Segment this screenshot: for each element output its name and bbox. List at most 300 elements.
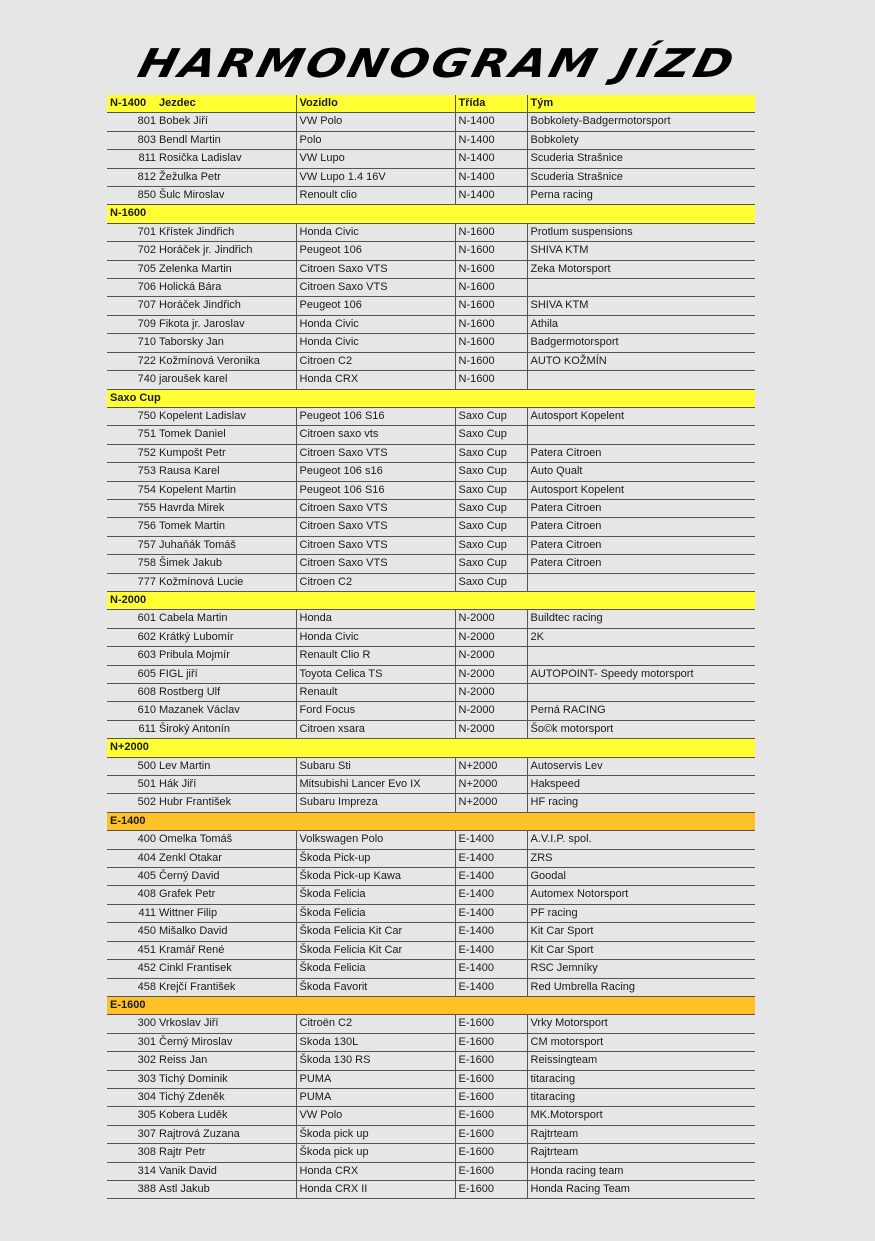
class-name: Saxo Cup — [455, 426, 527, 444]
class-name: Saxo Cup — [455, 518, 527, 536]
table-row — [107, 223, 755, 241]
start-number: 757 — [107, 536, 156, 554]
driver-name: Široký Antonín — [156, 720, 296, 738]
driver-name: Bendl Martin — [156, 131, 296, 149]
table-row — [107, 831, 755, 849]
table-row — [107, 334, 755, 352]
category-row — [107, 812, 755, 830]
team-name: Perna racing — [527, 187, 755, 205]
driver-name: Křístek Jindřich — [156, 223, 296, 241]
car-name: Honda Civic — [296, 334, 455, 352]
table-row — [107, 315, 755, 333]
team-name: Goodal — [527, 868, 755, 886]
team-name — [527, 647, 755, 665]
driver-name: Holická Bára — [156, 279, 296, 297]
team-name: Šo©k motorsport — [527, 720, 755, 738]
class-name: N-1400 — [455, 168, 527, 186]
start-number: 811 — [107, 150, 156, 168]
team-name: Patera Citroen — [527, 518, 755, 536]
header-car: Vozidlo — [296, 95, 455, 113]
team-name: AUTOPOINT- Speedy motorsport — [527, 665, 755, 683]
car-name: Škoda Pick-up — [296, 849, 455, 867]
category-label: N+2000 — [107, 739, 755, 757]
start-number: 450 — [107, 923, 156, 941]
table-row — [107, 481, 755, 499]
class-name: N-1600 — [455, 279, 527, 297]
car-name: Peugeot 106 — [296, 242, 455, 260]
start-number: 304 — [107, 1088, 156, 1106]
car-name: Honda Civic — [296, 223, 455, 241]
start-number: 750 — [107, 407, 156, 425]
table-row — [107, 131, 755, 149]
team-name: PF racing — [527, 904, 755, 922]
car-name: Citroen Saxo VTS — [296, 499, 455, 517]
driver-name: Tomek Daniel — [156, 426, 296, 444]
table-row — [107, 886, 755, 904]
start-number: 752 — [107, 444, 156, 462]
start-number: 602 — [107, 628, 156, 646]
table-row — [107, 168, 755, 186]
class-name: N+2000 — [455, 776, 527, 794]
team-name: Vrky Motorsport — [527, 1015, 755, 1033]
class-name: Saxo Cup — [455, 573, 527, 591]
driver-name: Tichý Dominik — [156, 1070, 296, 1088]
team-name: HF racing — [527, 794, 755, 812]
team-name: A.V.I.P. spol. — [527, 831, 755, 849]
class-name: Saxo Cup — [455, 463, 527, 481]
start-number: 777 — [107, 573, 156, 591]
table-row — [107, 1107, 755, 1125]
table-row — [107, 941, 755, 959]
driver-name: Horáček Jindřich — [156, 297, 296, 315]
driver-name: Šimek Jakub — [156, 555, 296, 573]
class-name: N-2000 — [455, 665, 527, 683]
table-row — [107, 628, 755, 646]
driver-name: Omelka Tomáš — [156, 831, 296, 849]
category-row — [107, 739, 755, 757]
driver-name: Rostberg Ulf — [156, 684, 296, 702]
driver-name: Kožmínová Veronika — [156, 352, 296, 370]
team-name: titaracing — [527, 1088, 755, 1106]
driver-name: Hubr František — [156, 794, 296, 812]
table-row — [107, 757, 755, 775]
car-name: Honda CRX — [296, 371, 455, 389]
car-name: Honda — [296, 610, 455, 628]
driver-name: Kožmínová Lucie — [156, 573, 296, 591]
team-name: Bobkolety-Badgermotorsport — [527, 113, 755, 131]
driver-name: Šulc Miroslav — [156, 187, 296, 205]
start-number: 502 — [107, 794, 156, 812]
start-number: 610 — [107, 702, 156, 720]
car-name: Peugeot 106 — [296, 297, 455, 315]
car-name: Škoda Felicia Kit Car — [296, 941, 455, 959]
table-row — [107, 518, 755, 536]
team-name: Kit Car Sport — [527, 923, 755, 941]
start-number: 603 — [107, 647, 156, 665]
car-name: VW Lupo 1.4 16V — [296, 168, 455, 186]
class-name: N-1400 — [455, 131, 527, 149]
team-name: Rajtrteam — [527, 1144, 755, 1162]
driver-name: Tichý Zdeněk — [156, 1088, 296, 1106]
class-name: N-1400 — [455, 150, 527, 168]
driver-name: Kramář René — [156, 941, 296, 959]
class-name: N+2000 — [455, 794, 527, 812]
class-name: Saxo Cup — [455, 444, 527, 462]
driver-name: Kopelent Ladislav — [156, 407, 296, 425]
team-name: Patera Citroen — [527, 499, 755, 517]
car-name: Citroen Saxo VTS — [296, 555, 455, 573]
table-row — [107, 978, 755, 996]
class-name: N+2000 — [455, 757, 527, 775]
start-number: 303 — [107, 1070, 156, 1088]
driver-name: Taborsky Jan — [156, 334, 296, 352]
class-name: N-1600 — [455, 334, 527, 352]
car-name: VW Polo — [296, 1107, 455, 1125]
start-number: 308 — [107, 1144, 156, 1162]
class-name: N-1400 — [455, 113, 527, 131]
category-row — [107, 591, 755, 609]
class-name: N-1400 — [455, 187, 527, 205]
class-name: N-2000 — [455, 702, 527, 720]
table-row — [107, 407, 755, 425]
table-row — [107, 187, 755, 205]
car-name: Skoda 130L — [296, 1033, 455, 1051]
header-driver: Jezdec — [156, 95, 296, 113]
car-name: Citroen Saxo VTS — [296, 260, 455, 278]
category-row — [107, 389, 755, 407]
class-name: E-1400 — [455, 849, 527, 867]
table-row — [107, 536, 755, 554]
team-name — [527, 426, 755, 444]
team-name: SHIVA KTM — [527, 297, 755, 315]
car-name: Citroen xsara — [296, 720, 455, 738]
team-name: SHIVA KTM — [527, 242, 755, 260]
team-name — [527, 371, 755, 389]
team-name — [527, 684, 755, 702]
driver-name: Mišalko David — [156, 923, 296, 941]
car-name: Honda CRX II — [296, 1180, 455, 1198]
driver-name: Tomek Martin — [156, 518, 296, 536]
car-name: Honda Civic — [296, 315, 455, 333]
table-row — [107, 426, 755, 444]
car-name: Citroen C2 — [296, 352, 455, 370]
car-name: Toyota Celica TS — [296, 665, 455, 683]
driver-name: Astl Jakub — [156, 1180, 296, 1198]
car-name: Mitsubishi Lancer Evo IX — [296, 776, 455, 794]
car-name: VW Polo — [296, 113, 455, 131]
class-name: E-1600 — [455, 1162, 527, 1180]
page-title: HARMONOGRAM JÍZD — [133, 39, 742, 87]
table-row — [107, 610, 755, 628]
table-row — [107, 1162, 755, 1180]
class-name: Saxo Cup — [455, 499, 527, 517]
table-row — [107, 794, 755, 812]
start-number: 705 — [107, 260, 156, 278]
team-name: Patera Citroen — [527, 555, 755, 573]
start-number: 706 — [107, 279, 156, 297]
table-row — [107, 352, 755, 370]
team-name: Bobkolety — [527, 131, 755, 149]
table-row — [107, 665, 755, 683]
class-name: E-1600 — [455, 1033, 527, 1051]
driver-name: Vrkoslav Jiří — [156, 1015, 296, 1033]
team-name: ZRS — [527, 849, 755, 867]
start-number: 707 — [107, 297, 156, 315]
driver-name: Pribula Mojmír — [156, 647, 296, 665]
table-row — [107, 555, 755, 573]
start-number: 702 — [107, 242, 156, 260]
car-name: VW Lupo — [296, 150, 455, 168]
start-number: 850 — [107, 187, 156, 205]
header-row — [107, 95, 755, 113]
driver-name: Černý Miroslav — [156, 1033, 296, 1051]
table-row — [107, 1070, 755, 1088]
car-name: Citroen Saxo VTS — [296, 518, 455, 536]
driver-name: FIGL jiří — [156, 665, 296, 683]
car-name: Peugeot 106 S16 — [296, 481, 455, 499]
table-row — [107, 279, 755, 297]
car-name: PUMA — [296, 1088, 455, 1106]
table-row — [107, 702, 755, 720]
table-row — [107, 463, 755, 481]
team-name: Auto Qualt — [527, 463, 755, 481]
car-name: Citroen Saxo VTS — [296, 536, 455, 554]
start-number: 753 — [107, 463, 156, 481]
car-name: Škoda Favorit — [296, 978, 455, 996]
start-number: 307 — [107, 1125, 156, 1143]
class-name: N-1600 — [455, 352, 527, 370]
team-name: 2K — [527, 628, 755, 646]
table-row — [107, 260, 755, 278]
start-number: 605 — [107, 665, 156, 683]
driver-name: Cabela Martin — [156, 610, 296, 628]
start-number: 404 — [107, 849, 156, 867]
category-label: N-1600 — [107, 205, 755, 223]
class-name: E-1600 — [455, 1015, 527, 1033]
car-name: Renault — [296, 684, 455, 702]
start-number: 812 — [107, 168, 156, 186]
driver-name: Kopelent Martin — [156, 481, 296, 499]
car-name: Subaru Sti — [296, 757, 455, 775]
table-row — [107, 684, 755, 702]
start-number: 611 — [107, 720, 156, 738]
driver-name: Žežulka Petr — [156, 168, 296, 186]
table-row — [107, 1180, 755, 1198]
table-row — [107, 242, 755, 260]
driver-name: Fikota jr. Jaroslav — [156, 315, 296, 333]
class-name: Saxo Cup — [455, 407, 527, 425]
table-row — [107, 371, 755, 389]
car-name: Ford Focus — [296, 702, 455, 720]
car-name: Polo — [296, 131, 455, 149]
team-name: Autosport Kopelent — [527, 481, 755, 499]
class-name: Saxo Cup — [455, 481, 527, 499]
category-label: N-2000 — [107, 591, 755, 609]
category-row — [107, 205, 755, 223]
table-row — [107, 776, 755, 794]
team-name: MK.Motorsport — [527, 1107, 755, 1125]
team-name: Protlum suspensions — [527, 223, 755, 241]
start-number: 300 — [107, 1015, 156, 1033]
team-name: Honda racing team — [527, 1162, 755, 1180]
class-name: Saxo Cup — [455, 555, 527, 573]
team-name: Scuderia Strašnice — [527, 150, 755, 168]
team-name: Autoservis Lev — [527, 757, 755, 775]
driver-name: Horáček jr. Jindřich — [156, 242, 296, 260]
class-name: N-2000 — [455, 720, 527, 738]
driver-name: Krátký Lubomír — [156, 628, 296, 646]
table-row — [107, 113, 755, 131]
driver-name: Kumpošt Petr — [156, 444, 296, 462]
start-number: 754 — [107, 481, 156, 499]
start-number: 452 — [107, 960, 156, 978]
team-name: AUTO KOŽMÍN — [527, 352, 755, 370]
team-name: Scuderia Strašnice — [527, 168, 755, 186]
start-number: 601 — [107, 610, 156, 628]
start-number: 501 — [107, 776, 156, 794]
table-row — [107, 499, 755, 517]
table-row — [107, 1144, 755, 1162]
class-name: N-2000 — [455, 684, 527, 702]
schedule-body — [107, 95, 755, 1199]
start-number: 709 — [107, 315, 156, 333]
class-name: N-1600 — [455, 315, 527, 333]
class-name: N-2000 — [455, 647, 527, 665]
table-row — [107, 647, 755, 665]
driver-name: Wittner Filip — [156, 904, 296, 922]
car-name: Škoda Pick-up Kawa — [296, 868, 455, 886]
start-number: 803 — [107, 131, 156, 149]
class-name: E-1600 — [455, 1144, 527, 1162]
start-number: 451 — [107, 941, 156, 959]
category-row — [107, 996, 755, 1014]
start-number: 388 — [107, 1180, 156, 1198]
start-number: 608 — [107, 684, 156, 702]
car-name: Škoda 130 RS — [296, 1052, 455, 1070]
start-number: 758 — [107, 555, 156, 573]
team-name: Kit Car Sport — [527, 941, 755, 959]
team-name: CM motorsport — [527, 1033, 755, 1051]
car-name: Škoda Felicia — [296, 960, 455, 978]
start-number: 408 — [107, 886, 156, 904]
table-row — [107, 1125, 755, 1143]
class-name: N-1600 — [455, 260, 527, 278]
start-number: 458 — [107, 978, 156, 996]
start-number: 801 — [107, 113, 156, 131]
team-name: Perná RACING — [527, 702, 755, 720]
car-name: Škoda Felicia — [296, 886, 455, 904]
car-name: Škoda pick up — [296, 1125, 455, 1143]
car-name: Peugeot 106 s16 — [296, 463, 455, 481]
car-name: Subaru Impreza — [296, 794, 455, 812]
schedule-table — [107, 95, 755, 1199]
driver-name: Zelenka Martin — [156, 260, 296, 278]
driver-name: Havrda Mirek — [156, 499, 296, 517]
car-name: Renault Clio R — [296, 647, 455, 665]
driver-name: Grafek Petr — [156, 886, 296, 904]
start-number: 751 — [107, 426, 156, 444]
category-label: E-1400 — [107, 812, 755, 830]
start-number: 722 — [107, 352, 156, 370]
team-name: Honda Racing Team — [527, 1180, 755, 1198]
team-name: Reissingteam — [527, 1052, 755, 1070]
driver-name: Zenkl Otakar — [156, 849, 296, 867]
driver-name: jaroušek karel — [156, 371, 296, 389]
start-number: 756 — [107, 518, 156, 536]
team-name — [527, 573, 755, 591]
start-number: 405 — [107, 868, 156, 886]
car-name: Škoda Felicia — [296, 904, 455, 922]
class-name: E-1600 — [455, 1088, 527, 1106]
category-label: E-1600 — [107, 996, 755, 1014]
driver-name: Reiss Jan — [156, 1052, 296, 1070]
start-number: 701 — [107, 223, 156, 241]
team-name: titaracing — [527, 1070, 755, 1088]
start-number: 710 — [107, 334, 156, 352]
table-row — [107, 904, 755, 922]
class-name: E-1600 — [455, 1180, 527, 1198]
class-name: E-1400 — [455, 923, 527, 941]
class-name: N-2000 — [455, 628, 527, 646]
class-name: E-1400 — [455, 886, 527, 904]
class-name: N-1600 — [455, 242, 527, 260]
table-row — [107, 1052, 755, 1070]
class-name: E-1400 — [455, 831, 527, 849]
team-name: Badgermotorsport — [527, 334, 755, 352]
start-number: 755 — [107, 499, 156, 517]
driver-name: Hák Jiří — [156, 776, 296, 794]
car-name: Citroen Saxo VTS — [296, 444, 455, 462]
driver-name: Rajtrová Zuzana — [156, 1125, 296, 1143]
driver-name: Lev Martin — [156, 757, 296, 775]
team-name: Autosport Kopelent — [527, 407, 755, 425]
car-name: Citroen saxo vts — [296, 426, 455, 444]
start-number: 411 — [107, 904, 156, 922]
start-number: 740 — [107, 371, 156, 389]
driver-name: Rajtr Petr — [156, 1144, 296, 1162]
table-row — [107, 1033, 755, 1051]
car-name: Citroen C2 — [296, 573, 455, 591]
driver-name: Rosička Ladislav — [156, 150, 296, 168]
class-name: N-1600 — [455, 223, 527, 241]
car-name: Volkswagen Polo — [296, 831, 455, 849]
driver-name: Mazanek Václav — [156, 702, 296, 720]
table-row — [107, 150, 755, 168]
table-row — [107, 444, 755, 462]
driver-name: Kobera Luděk — [156, 1107, 296, 1125]
car-name: Peugeot 106 S16 — [296, 407, 455, 425]
table-row — [107, 868, 755, 886]
start-number: 400 — [107, 831, 156, 849]
car-name: Citroen Saxo VTS — [296, 279, 455, 297]
start-number: 305 — [107, 1107, 156, 1125]
car-name: Škoda pick up — [296, 1144, 455, 1162]
team-name: Red Umbrella Racing — [527, 978, 755, 996]
table-row — [107, 960, 755, 978]
car-name: PUMA — [296, 1070, 455, 1088]
car-name: Škoda Felicia Kit Car — [296, 923, 455, 941]
table-row — [107, 720, 755, 738]
header-class: N-1400 — [107, 95, 156, 113]
team-name: RSC Jemníky — [527, 960, 755, 978]
class-name: N-1600 — [455, 297, 527, 315]
start-number: 314 — [107, 1162, 156, 1180]
team-name: Automex Notorsport — [527, 886, 755, 904]
class-name: Saxo Cup — [455, 536, 527, 554]
class-name: E-1400 — [455, 960, 527, 978]
team-name: Rajtrteam — [527, 1125, 755, 1143]
table-row — [107, 297, 755, 315]
